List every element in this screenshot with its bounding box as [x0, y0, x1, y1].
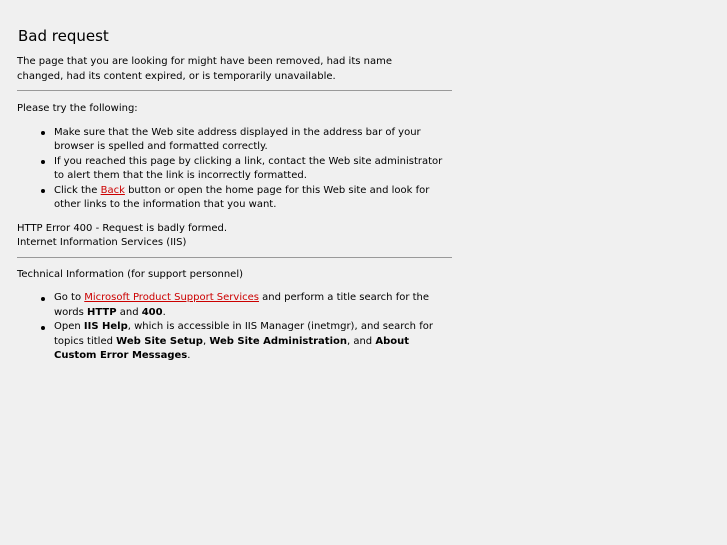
- http-error-line: HTTP Error 400 - Request is badly formed.: [17, 222, 228, 234]
- tech-support-and: and: [116, 306, 142, 318]
- suggestion-contact-admin: If you reached this page by clicking a link, contact the Web site administrator to alert them that the link is incorrectly formatted.: [54, 155, 452, 184]
- tech-help-prefix: Open: [54, 321, 84, 332]
- page-title: Bad request: [18, 27, 109, 45]
- iis-server-line: Internet Information Services (IIS): [17, 237, 187, 248]
- tech-support-prefix: Go to: [54, 292, 85, 303]
- tech-help-mid: , which is accessible in IIS Manager (inetmgr), and search for topics titled: [54, 321, 433, 347]
- tech-heading: Technical Information (for support personnel): [17, 268, 244, 280]
- tech-support-end: .: [162, 306, 166, 318]
- keyword-custom-error-messages: About Custom Error Messages: [54, 335, 410, 361]
- keyword-http: HTTP: [86, 306, 117, 318]
- suggestion-list: [17, 126, 452, 213]
- keyword-web-site-setup: Web Site Setup: [116, 335, 203, 347]
- suggestion-back-prefix: Click the: [54, 184, 101, 196]
- tech-help-end: .: [187, 350, 191, 361]
- tech-support-mid: and perform a title search for the words: [54, 292, 430, 318]
- suggestion-address-bar: Make sure that the Web site address displayed in the address bar of your browser is spelled and formatted correctly.: [54, 126, 452, 155]
- support-services-link[interactable]: Microsoft Product Support Services: [84, 292, 259, 303]
- keyword-web-site-administration: Web Site Administration: [209, 335, 347, 347]
- error-page: [0, 0, 452, 364]
- tech-list: [17, 291, 452, 364]
- intro-line-1: The page that you are looking for might have been removed, had its name: [17, 56, 393, 67]
- tech-help-and: , and: [346, 335, 376, 347]
- tech-item-support: [54, 291, 452, 320]
- intro-text: [17, 55, 452, 84]
- divider-top: [17, 90, 452, 91]
- intro-line-2: changed, had its content expired, or is temporarily unavailable.: [17, 70, 336, 82]
- tech-item-iis-help: [54, 320, 452, 364]
- try-heading: Please try the following:: [17, 103, 138, 114]
- keyword-iis-help: IIS Help: [83, 321, 128, 332]
- tech-help-comma: ,: [202, 335, 210, 347]
- suggestion-back-suffix: button or open the home page for this Web site and look for other links to the information that you want.: [54, 184, 430, 210]
- error-info: [17, 222, 452, 251]
- suggestion-back: [54, 184, 452, 213]
- keyword-400: 400: [141, 306, 163, 318]
- divider-bottom: [17, 257, 452, 258]
- back-link[interactable]: Back: [100, 184, 125, 196]
